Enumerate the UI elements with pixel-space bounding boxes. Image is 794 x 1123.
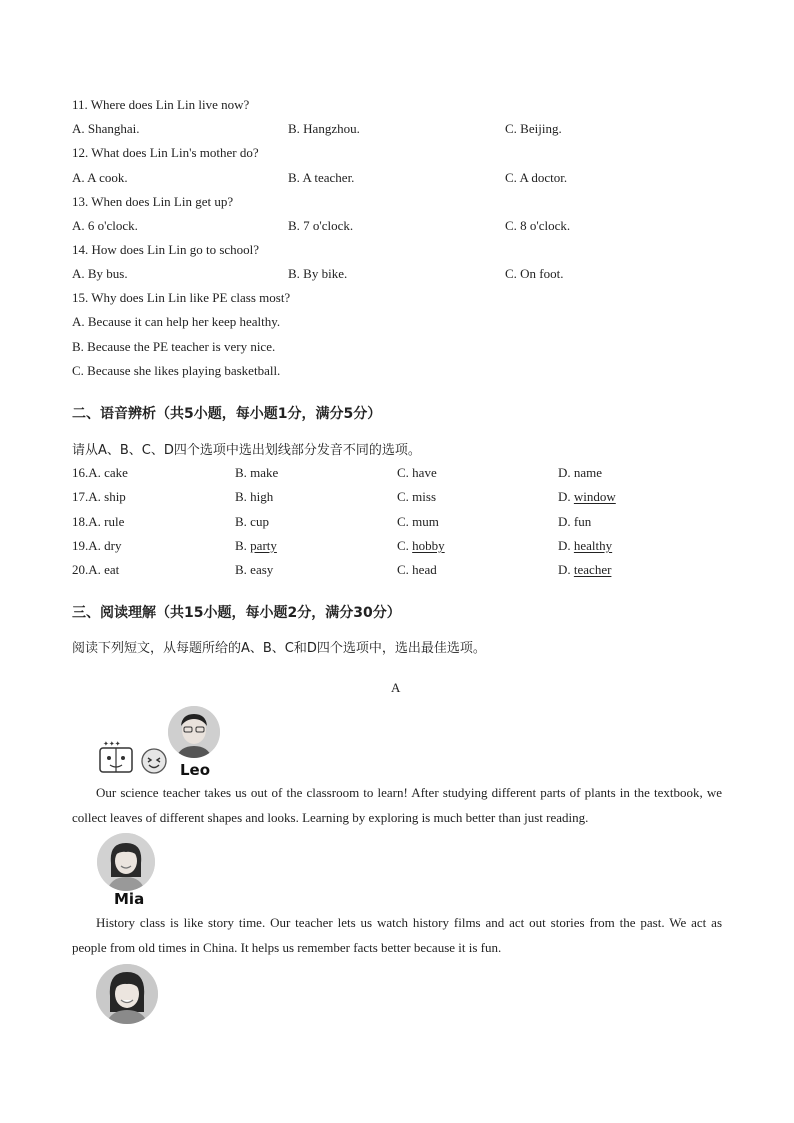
question-12: 12. What does Lin Lin's mother do? — [72, 145, 259, 160]
option-16c — [397, 465, 437, 481]
option-word: miss — [412, 489, 437, 504]
option-15a: A. Because it can help her keep healthy. — [72, 314, 281, 329]
leo-avatar — [168, 706, 220, 758]
option-word-underlined: healthy — [573, 538, 613, 553]
option-19c — [397, 538, 445, 554]
option-17c — [397, 489, 436, 505]
option-11b: B. Hangzhou. — [288, 121, 360, 136]
option-prefix: 18.A. — [72, 514, 105, 529]
option-word: ship — [104, 489, 126, 504]
option-14b: B. By bike. — [288, 266, 348, 281]
option-word: name — [573, 465, 603, 480]
option-word: have — [412, 465, 437, 480]
option-18c — [397, 514, 439, 530]
option-20b — [235, 562, 273, 578]
option-11a: A. Shanghai. — [72, 121, 140, 136]
option-prefix: D. — [558, 489, 574, 504]
option-prefix: 19.A. — [72, 538, 105, 553]
question-11: 11. Where does Lin Lin live now? — [72, 97, 250, 112]
option-word: make — [250, 465, 279, 480]
question-15: 15. Why does Lin Lin like PE class most? — [72, 290, 291, 305]
option-13a: A. 6 o'clock. — [72, 218, 138, 233]
question-14: 14. How does Lin Lin go to school? — [72, 242, 260, 257]
option-20a — [72, 562, 119, 578]
book-emoji-icon — [96, 738, 136, 776]
option-20c — [397, 562, 437, 578]
option-word: fun — [573, 514, 592, 529]
option-word-underlined: party — [250, 538, 277, 553]
girl-portrait-icon — [97, 833, 155, 891]
option-prefix: D. — [558, 465, 574, 480]
option-15c: C. Because she likes playing basketball. — [72, 363, 281, 378]
option-18d — [558, 514, 591, 530]
option-16d — [558, 465, 602, 481]
option-19d — [558, 538, 612, 554]
boy-portrait-icon — [168, 706, 220, 758]
option-word-underlined: hobby — [412, 538, 445, 553]
option-word: dry — [104, 538, 122, 553]
option-prefix: B. — [235, 538, 251, 553]
option-word: rule — [104, 514, 125, 529]
option-word: cup — [250, 514, 269, 529]
option-17d — [558, 489, 616, 505]
option-17a — [72, 489, 126, 505]
option-word-underlined: teacher — [573, 562, 612, 577]
option-prefix: C. — [397, 465, 413, 480]
option-prefix: C. — [397, 489, 413, 504]
section-2-title: 二、语音辨析（共5小题，每小题1分，满分5分） — [72, 406, 382, 422]
svg-text:✦✦✦: ✦✦✦ — [103, 740, 121, 748]
option-prefix: B. — [235, 465, 251, 480]
option-prefix: 20.A. — [72, 562, 105, 577]
option-16b — [235, 465, 278, 481]
option-prefix: C. — [397, 562, 413, 577]
question-13: 13. When does Lin Lin get up? — [72, 194, 234, 209]
option-12c: C. A doctor. — [505, 170, 568, 185]
mia-name-label: Mia — [114, 890, 145, 908]
option-15b: B. Because the PE teacher is very nice. — [72, 339, 276, 354]
option-prefix: D. — [558, 514, 574, 529]
option-14c: C. On foot. — [505, 266, 564, 281]
passage-label: A — [391, 680, 401, 695]
mia-avatar — [97, 833, 155, 891]
leo-paragraph: Our science teacher takes us out of the classroom to learn! After studying different parts of plants in the textbook, we collect leaves of different shapes and looks. Learning by exploring is much better than just reading. — [72, 785, 722, 825]
option-18b — [235, 514, 269, 530]
option-word: eat — [104, 562, 120, 577]
smile-emoji-icon — [140, 747, 168, 775]
option-prefix: 17.A. — [72, 489, 105, 504]
section-3-instruction: 阅读下列短文，从每题所给的A、B、C和D四个选项中，选出最佳选项。 — [72, 641, 486, 656]
option-19a — [72, 538, 121, 554]
option-12b: B. A teacher. — [288, 170, 355, 185]
option-19b — [235, 538, 277, 554]
leo-name-label: Leo — [180, 761, 211, 779]
option-11c: C. Beijing. — [505, 121, 562, 136]
option-word: high — [250, 489, 274, 504]
option-word-underlined: window — [573, 489, 616, 504]
option-13b: B. 7 o'clock. — [288, 218, 354, 233]
option-17b — [235, 489, 273, 505]
section-3-title: 三、阅读理解（共15小题，每小题2分，满分30分） — [72, 605, 401, 621]
option-prefix: B. — [235, 562, 251, 577]
option-13c: C. 8 o'clock. — [505, 218, 571, 233]
section-2-instruction: 请从A、B、C、D四个选项中选出划线部分发音不同的选项。 — [72, 443, 421, 458]
girl-portrait-icon — [96, 964, 158, 1024]
mia-paragraph: History class is like story time. Our teacher lets us watch history films and act out stories from the past. We act as people from old times in China. It helps us remember facts better because it is fun. — [72, 915, 722, 955]
option-14a: A. By bus. — [72, 266, 128, 281]
option-prefix: C. — [397, 538, 413, 553]
option-word: mum — [412, 514, 439, 529]
option-20d — [558, 562, 611, 578]
option-prefix: C. — [397, 514, 413, 529]
student-avatar-3 — [96, 964, 158, 1024]
option-prefix: D. — [558, 562, 574, 577]
option-word: easy — [250, 562, 274, 577]
option-word: head — [412, 562, 437, 577]
option-12a: A. A cook. — [72, 170, 128, 185]
option-prefix: B. — [235, 514, 251, 529]
option-18a — [72, 514, 124, 530]
option-prefix: 16.A. — [72, 465, 105, 480]
option-16a — [72, 465, 128, 481]
option-word: cake — [104, 465, 128, 480]
option-prefix: B. — [235, 489, 251, 504]
option-prefix: D. — [558, 538, 574, 553]
